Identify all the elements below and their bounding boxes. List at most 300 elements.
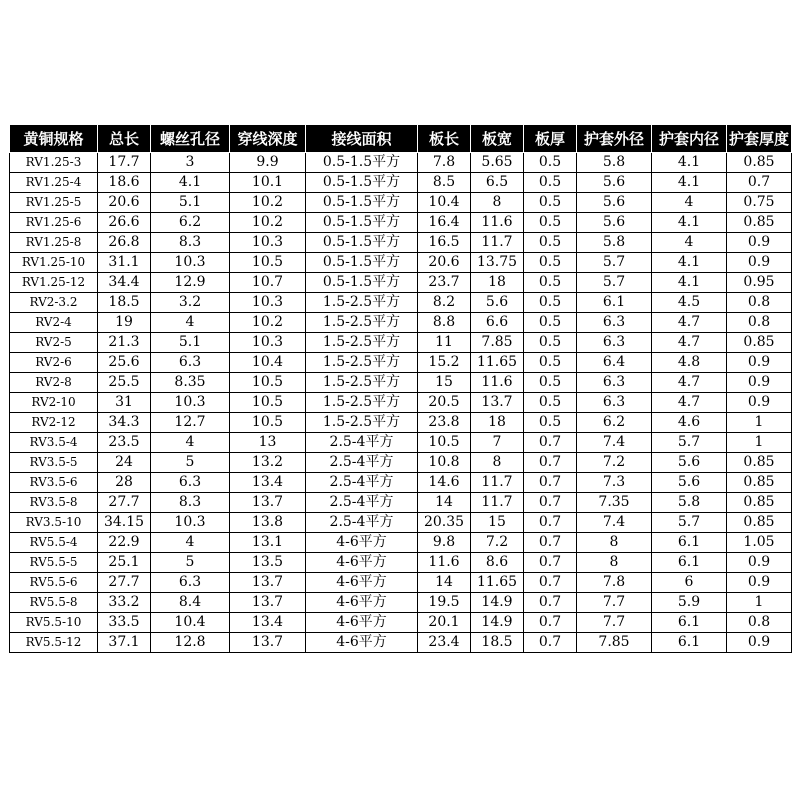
- cell-sleeve-thickness: 0.85: [727, 513, 792, 533]
- cell-plate-width: 7.85: [471, 333, 524, 353]
- cell-sleeve-thickness: 0.8: [727, 293, 792, 313]
- cell-plate-thickness: 0.5: [524, 313, 577, 333]
- cell-total-length: 23.5: [98, 433, 151, 453]
- cell-spec: RV1.25-12: [10, 273, 98, 293]
- cell-screw-hole-diameter: 4.1: [151, 173, 230, 193]
- column-header-plate-thickness: 板厚: [524, 125, 577, 153]
- cell-plate-length: 8.8: [418, 313, 471, 333]
- cell-spec: RV3.5-8: [10, 493, 98, 513]
- cell-spec: RV2-4: [10, 313, 98, 333]
- cell-plate-length: 10.4: [418, 193, 471, 213]
- cell-screw-hole-diameter: 12.9: [151, 273, 230, 293]
- table-row: [10, 473, 792, 493]
- cell-sleeve-thickness: 0.85: [727, 333, 792, 353]
- table-row: [10, 633, 792, 653]
- column-header-spec: 黄铜规格: [10, 125, 98, 153]
- cell-sleeve-thickness: 0.9: [727, 253, 792, 273]
- cell-sleeve-outer-diameter: 7.7: [577, 593, 652, 613]
- cell-total-length: 26.8: [98, 233, 151, 253]
- cell-plate-thickness: 0.7: [524, 573, 577, 593]
- table-row: [10, 553, 792, 573]
- cell-sleeve-inner-diameter: 5.6: [652, 453, 727, 473]
- cell-sleeve-outer-diameter: 7.4: [577, 433, 652, 453]
- cell-wire-insertion-depth: 13.7: [230, 573, 306, 593]
- cell-wire-area: 4-6平方: [306, 553, 418, 573]
- cell-sleeve-outer-diameter: 7.35: [577, 493, 652, 513]
- column-header-total-length: 总长: [98, 125, 151, 153]
- cell-wire-insertion-depth: 10.3: [230, 293, 306, 313]
- column-header-sleeve-thickness: 护套厚度: [727, 125, 792, 153]
- cell-sleeve-outer-diameter: 7.85: [577, 633, 652, 653]
- cell-sleeve-inner-diameter: 5.7: [652, 513, 727, 533]
- cell-spec: RV5.5-12: [10, 633, 98, 653]
- cell-screw-hole-diameter: 8.35: [151, 373, 230, 393]
- cell-wire-insertion-depth: 10.5: [230, 413, 306, 433]
- cell-wire-insertion-depth: 10.5: [230, 373, 306, 393]
- table-row: [10, 233, 792, 253]
- cell-screw-hole-diameter: 10.3: [151, 393, 230, 413]
- cell-plate-width: 11.65: [471, 353, 524, 373]
- cell-sleeve-inner-diameter: 6.1: [652, 553, 727, 573]
- table-row: [10, 353, 792, 373]
- cell-total-length: 21.3: [98, 333, 151, 353]
- cell-sleeve-inner-diameter: 4.1: [652, 273, 727, 293]
- column-header-plate-width: 板宽: [471, 125, 524, 153]
- cell-spec: RV5.5-8: [10, 593, 98, 613]
- table-row: [10, 173, 792, 193]
- cell-wire-insertion-depth: 10.2: [230, 193, 306, 213]
- cell-sleeve-thickness: 1: [727, 433, 792, 453]
- cell-spec: RV1.25-8: [10, 233, 98, 253]
- cell-wire-insertion-depth: 13: [230, 433, 306, 453]
- cell-plate-width: 8.6: [471, 553, 524, 573]
- cell-sleeve-thickness: 1.05: [727, 533, 792, 553]
- cell-plate-width: 8: [471, 453, 524, 473]
- cell-plate-thickness: 0.7: [524, 473, 577, 493]
- cell-plate-width: 7.2: [471, 533, 524, 553]
- cell-sleeve-inner-diameter: 4.8: [652, 353, 727, 373]
- cell-wire-area: 1.5-2.5平方: [306, 313, 418, 333]
- cell-spec: RV3.5-6: [10, 473, 98, 493]
- cell-plate-width: 11.65: [471, 573, 524, 593]
- cell-wire-area: 2.5-4平方: [306, 473, 418, 493]
- cell-sleeve-inner-diameter: 4.7: [652, 333, 727, 353]
- cell-sleeve-outer-diameter: 5.6: [577, 193, 652, 213]
- cell-plate-width: 18.5: [471, 633, 524, 653]
- cell-spec: RV1.25-10: [10, 253, 98, 273]
- cell-wire-insertion-depth: 10.5: [230, 393, 306, 413]
- table-row: [10, 453, 792, 473]
- cell-total-length: 22.9: [98, 533, 151, 553]
- cell-plate-length: 19.5: [418, 593, 471, 613]
- cell-sleeve-outer-diameter: 5.8: [577, 233, 652, 253]
- cell-plate-length: 11: [418, 333, 471, 353]
- cell-sleeve-outer-diameter: 5.7: [577, 273, 652, 293]
- cell-spec: RV1.25-5: [10, 193, 98, 213]
- cell-spec: RV3.5-4: [10, 433, 98, 453]
- cell-sleeve-inner-diameter: 6.1: [652, 533, 727, 553]
- cell-sleeve-outer-diameter: 5.7: [577, 253, 652, 273]
- cell-plate-length: 16.5: [418, 233, 471, 253]
- cell-plate-length: 20.35: [418, 513, 471, 533]
- cell-sleeve-thickness: 0.85: [727, 473, 792, 493]
- cell-sleeve-outer-diameter: 5.6: [577, 213, 652, 233]
- cell-screw-hole-diameter: 4: [151, 533, 230, 553]
- table-row: [10, 293, 792, 313]
- cell-plate-width: 11.7: [471, 493, 524, 513]
- cell-total-length: 28: [98, 473, 151, 493]
- cell-spec: RV2-8: [10, 373, 98, 393]
- cell-screw-hole-diameter: 5.1: [151, 193, 230, 213]
- cell-sleeve-outer-diameter: 7.4: [577, 513, 652, 533]
- cell-sleeve-outer-diameter: 8: [577, 553, 652, 573]
- cell-plate-width: 14.9: [471, 613, 524, 633]
- cell-plate-length: 10.8: [418, 453, 471, 473]
- table-row: [10, 373, 792, 393]
- cell-sleeve-outer-diameter: 7.3: [577, 473, 652, 493]
- cell-total-length: 34.3: [98, 413, 151, 433]
- cell-wire-area: 2.5-4平方: [306, 513, 418, 533]
- cell-sleeve-inner-diameter: 4.7: [652, 313, 727, 333]
- cell-plate-thickness: 0.7: [524, 613, 577, 633]
- cell-plate-width: 15: [471, 513, 524, 533]
- table-row: [10, 533, 792, 553]
- cell-plate-thickness: 0.5: [524, 153, 577, 173]
- cell-total-length: 18.5: [98, 293, 151, 313]
- cell-plate-length: 14: [418, 493, 471, 513]
- column-header-sleeve-outer-diameter: 护套外径: [577, 125, 652, 153]
- cell-wire-area: 1.5-2.5平方: [306, 333, 418, 353]
- cell-plate-thickness: 0.5: [524, 173, 577, 193]
- cell-screw-hole-diameter: 8.4: [151, 593, 230, 613]
- cell-wire-insertion-depth: 9.9: [230, 153, 306, 173]
- cell-sleeve-inner-diameter: 6: [652, 573, 727, 593]
- cell-plate-width: 6.6: [471, 313, 524, 333]
- cell-plate-thickness: 0.5: [524, 213, 577, 233]
- cell-sleeve-outer-diameter: 6.1: [577, 293, 652, 313]
- table-row: [10, 393, 792, 413]
- cell-screw-hole-diameter: 8.3: [151, 493, 230, 513]
- cell-total-length: 31.1: [98, 253, 151, 273]
- cell-spec: RV2-5: [10, 333, 98, 353]
- table-row: [10, 493, 792, 513]
- cell-plate-thickness: 0.5: [524, 373, 577, 393]
- cell-wire-insertion-depth: 10.3: [230, 333, 306, 353]
- cell-total-length: 33.2: [98, 593, 151, 613]
- cell-spec: RV2-3.2: [10, 293, 98, 313]
- cell-screw-hole-diameter: 4: [151, 313, 230, 333]
- cell-sleeve-thickness: 0.8: [727, 613, 792, 633]
- cell-total-length: 19: [98, 313, 151, 333]
- cell-sleeve-inner-diameter: 6.1: [652, 633, 727, 653]
- cell-sleeve-inner-diameter: 4.1: [652, 253, 727, 273]
- cell-wire-area: 0.5-1.5平方: [306, 253, 418, 273]
- cell-plate-thickness: 0.5: [524, 253, 577, 273]
- cell-sleeve-thickness: 0.9: [727, 393, 792, 413]
- cell-plate-thickness: 0.5: [524, 273, 577, 293]
- table-row: [10, 193, 792, 213]
- cell-wire-insertion-depth: 13.1: [230, 533, 306, 553]
- cell-wire-area: 0.5-1.5平方: [306, 233, 418, 253]
- cell-wire-insertion-depth: 13.5: [230, 553, 306, 573]
- cell-plate-length: 23.8: [418, 413, 471, 433]
- cell-total-length: 26.6: [98, 213, 151, 233]
- cell-sleeve-inner-diameter: 4.1: [652, 173, 727, 193]
- cell-wire-area: 0.5-1.5平方: [306, 273, 418, 293]
- table-row: [10, 253, 792, 273]
- cell-sleeve-inner-diameter: 4.7: [652, 393, 727, 413]
- cell-sleeve-thickness: 1: [727, 593, 792, 613]
- cell-plate-length: 23.4: [418, 633, 471, 653]
- cell-sleeve-inner-diameter: 5.6: [652, 473, 727, 493]
- cell-sleeve-thickness: 0.9: [727, 633, 792, 653]
- cell-plate-width: 11.6: [471, 213, 524, 233]
- cell-plate-thickness: 0.7: [524, 493, 577, 513]
- cell-plate-length: 20.1: [418, 613, 471, 633]
- table-row: [10, 153, 792, 173]
- cell-sleeve-thickness: 1: [727, 413, 792, 433]
- cell-spec: RV1.25-4: [10, 173, 98, 193]
- cell-wire-insertion-depth: 13.7: [230, 593, 306, 613]
- cell-spec: RV3.5-10: [10, 513, 98, 533]
- cell-sleeve-outer-diameter: 6.3: [577, 373, 652, 393]
- cell-plate-width: 8: [471, 193, 524, 213]
- cell-plate-length: 11.6: [418, 553, 471, 573]
- cell-spec: RV5.5-4: [10, 533, 98, 553]
- cell-screw-hole-diameter: 10.4: [151, 613, 230, 633]
- cell-plate-width: 13.75: [471, 253, 524, 273]
- cell-total-length: 37.1: [98, 633, 151, 653]
- cell-plate-thickness: 0.5: [524, 413, 577, 433]
- cell-wire-area: 2.5-4平方: [306, 433, 418, 453]
- cell-wire-area: 2.5-4平方: [306, 493, 418, 513]
- cell-plate-thickness: 0.7: [524, 533, 577, 553]
- cell-sleeve-inner-diameter: 5.7: [652, 433, 727, 453]
- cell-sleeve-thickness: 0.9: [727, 353, 792, 373]
- cell-plate-width: 6.5: [471, 173, 524, 193]
- cell-sleeve-thickness: 0.9: [727, 233, 792, 253]
- cell-spec: RV2-10: [10, 393, 98, 413]
- cell-sleeve-inner-diameter: 4.6: [652, 413, 727, 433]
- cell-plate-thickness: 0.5: [524, 393, 577, 413]
- cell-plate-length: 15.2: [418, 353, 471, 373]
- column-header-wire-insertion-depth: 穿线深度: [230, 125, 306, 153]
- table-row: [10, 593, 792, 613]
- cell-plate-length: 16.4: [418, 213, 471, 233]
- cell-sleeve-inner-diameter: 4.1: [652, 213, 727, 233]
- cell-sleeve-outer-diameter: 6.3: [577, 333, 652, 353]
- cell-plate-thickness: 0.5: [524, 333, 577, 353]
- cell-sleeve-thickness: 0.75: [727, 193, 792, 213]
- cell-plate-width: 11.6: [471, 373, 524, 393]
- cell-spec: RV1.25-3: [10, 153, 98, 173]
- cell-screw-hole-diameter: 5.1: [151, 333, 230, 353]
- cell-plate-thickness: 0.5: [524, 233, 577, 253]
- cell-wire-insertion-depth: 10.7: [230, 273, 306, 293]
- cell-wire-insertion-depth: 13.4: [230, 473, 306, 493]
- cell-sleeve-inner-diameter: 4.5: [652, 293, 727, 313]
- cell-wire-insertion-depth: 13.4: [230, 613, 306, 633]
- cell-plate-length: 10.5: [418, 433, 471, 453]
- cell-plate-thickness: 0.7: [524, 553, 577, 573]
- cell-sleeve-thickness: 0.85: [727, 453, 792, 473]
- cell-sleeve-thickness: 0.85: [727, 493, 792, 513]
- cell-screw-hole-diameter: 4: [151, 433, 230, 453]
- cell-total-length: 24: [98, 453, 151, 473]
- cell-screw-hole-diameter: 6.3: [151, 353, 230, 373]
- cell-plate-length: 14.6: [418, 473, 471, 493]
- cell-total-length: 25.6: [98, 353, 151, 373]
- cell-screw-hole-diameter: 5: [151, 453, 230, 473]
- cell-total-length: 25.1: [98, 553, 151, 573]
- cell-plate-length: 23.7: [418, 273, 471, 293]
- column-header-sleeve-inner-diameter: 护套内径: [652, 125, 727, 153]
- cell-sleeve-outer-diameter: 7.2: [577, 453, 652, 473]
- cell-sleeve-inner-diameter: 4: [652, 193, 727, 213]
- table-row: [10, 613, 792, 633]
- cell-sleeve-thickness: 0.8: [727, 313, 792, 333]
- cell-screw-hole-diameter: 8.3: [151, 233, 230, 253]
- cell-spec: RV2-6: [10, 353, 98, 373]
- cell-sleeve-inner-diameter: 4.1: [652, 153, 727, 173]
- cell-sleeve-inner-diameter: 5.8: [652, 493, 727, 513]
- cell-screw-hole-diameter: 6.2: [151, 213, 230, 233]
- cell-plate-length: 8.5: [418, 173, 471, 193]
- cell-wire-insertion-depth: 13.2: [230, 453, 306, 473]
- cell-plate-thickness: 0.5: [524, 353, 577, 373]
- cell-wire-area: 4-6平方: [306, 633, 418, 653]
- table-row: [10, 333, 792, 353]
- cell-spec: RV5.5-6: [10, 573, 98, 593]
- cell-total-length: 27.7: [98, 493, 151, 513]
- table-row: [10, 413, 792, 433]
- cell-wire-insertion-depth: 10.1: [230, 173, 306, 193]
- cell-wire-area: 4-6平方: [306, 593, 418, 613]
- cell-sleeve-outer-diameter: 6.4: [577, 353, 652, 373]
- cell-plate-thickness: 0.5: [524, 293, 577, 313]
- cell-wire-insertion-depth: 13.7: [230, 633, 306, 653]
- table-row: [10, 433, 792, 453]
- cell-plate-thickness: 0.7: [524, 633, 577, 653]
- cell-wire-insertion-depth: 10.3: [230, 233, 306, 253]
- cell-screw-hole-diameter: 12.7: [151, 413, 230, 433]
- cell-plate-width: 13.7: [471, 393, 524, 413]
- cell-wire-insertion-depth: 10.2: [230, 213, 306, 233]
- table-row: [10, 573, 792, 593]
- cell-spec: RV5.5-10: [10, 613, 98, 633]
- cell-sleeve-thickness: 0.9: [727, 373, 792, 393]
- cell-spec: RV1.25-6: [10, 213, 98, 233]
- cell-plate-length: 9.8: [418, 533, 471, 553]
- cell-screw-hole-diameter: 3.2: [151, 293, 230, 313]
- cell-screw-hole-diameter: 3: [151, 153, 230, 173]
- cell-spec: RV3.5-5: [10, 453, 98, 473]
- cell-wire-area: 1.5-2.5平方: [306, 353, 418, 373]
- cell-plate-width: 5.6: [471, 293, 524, 313]
- cell-sleeve-outer-diameter: 6.3: [577, 313, 652, 333]
- cell-total-length: 20.6: [98, 193, 151, 213]
- cell-sleeve-thickness: 0.85: [727, 213, 792, 233]
- table-body: [10, 153, 792, 653]
- table-row: [10, 273, 792, 293]
- cell-plate-width: 14.9: [471, 593, 524, 613]
- cell-sleeve-outer-diameter: 5.8: [577, 153, 652, 173]
- cell-plate-thickness: 0.7: [524, 593, 577, 613]
- terminal-spec-table: [9, 124, 792, 653]
- cell-wire-insertion-depth: 13.7: [230, 493, 306, 513]
- cell-wire-area: 2.5-4平方: [306, 453, 418, 473]
- cell-total-length: 17.7: [98, 153, 151, 173]
- cell-plate-thickness: 0.7: [524, 433, 577, 453]
- cell-sleeve-thickness: 0.7: [727, 173, 792, 193]
- cell-plate-thickness: 0.7: [524, 513, 577, 533]
- cell-wire-area: 4-6平方: [306, 613, 418, 633]
- cell-plate-width: 18: [471, 413, 524, 433]
- cell-wire-area: 0.5-1.5平方: [306, 213, 418, 233]
- cell-plate-length: 8.2: [418, 293, 471, 313]
- cell-sleeve-inner-diameter: 6.1: [652, 613, 727, 633]
- cell-wire-area: 1.5-2.5平方: [306, 413, 418, 433]
- cell-wire-area: 1.5-2.5平方: [306, 393, 418, 413]
- cell-total-length: 34.4: [98, 273, 151, 293]
- cell-plate-width: 11.7: [471, 233, 524, 253]
- cell-plate-width: 11.7: [471, 473, 524, 493]
- cell-plate-width: 7: [471, 433, 524, 453]
- cell-wire-area: 4-6平方: [306, 533, 418, 553]
- cell-plate-width: 5.65: [471, 153, 524, 173]
- cell-plate-length: 20.6: [418, 253, 471, 273]
- cell-sleeve-thickness: 0.95: [727, 273, 792, 293]
- cell-wire-area: 1.5-2.5平方: [306, 373, 418, 393]
- cell-plate-length: 20.5: [418, 393, 471, 413]
- cell-wire-area: 0.5-1.5平方: [306, 193, 418, 213]
- cell-screw-hole-diameter: 5: [151, 553, 230, 573]
- cell-sleeve-outer-diameter: 5.6: [577, 173, 652, 193]
- cell-sleeve-inner-diameter: 4.7: [652, 373, 727, 393]
- cell-sleeve-thickness: 0.9: [727, 553, 792, 573]
- column-header-screw-hole-diameter: 螺丝孔径: [151, 125, 230, 153]
- cell-sleeve-inner-diameter: 5.9: [652, 593, 727, 613]
- cell-total-length: 25.5: [98, 373, 151, 393]
- cell-total-length: 33.5: [98, 613, 151, 633]
- table-row: [10, 313, 792, 333]
- cell-wire-insertion-depth: 10.5: [230, 253, 306, 273]
- cell-sleeve-outer-diameter: 7.8: [577, 573, 652, 593]
- cell-screw-hole-diameter: 10.3: [151, 513, 230, 533]
- cell-sleeve-outer-diameter: 8: [577, 533, 652, 553]
- cell-wire-area: 0.5-1.5平方: [306, 153, 418, 173]
- cell-spec: RV5.5-5: [10, 553, 98, 573]
- cell-plate-length: 14: [418, 573, 471, 593]
- cell-sleeve-inner-diameter: 4: [652, 233, 727, 253]
- cell-total-length: 31: [98, 393, 151, 413]
- cell-sleeve-outer-diameter: 6.2: [577, 413, 652, 433]
- cell-sleeve-outer-diameter: 6.3: [577, 393, 652, 413]
- cell-wire-area: 4-6平方: [306, 573, 418, 593]
- table-header: [10, 125, 792, 153]
- cell-screw-hole-diameter: 6.3: [151, 473, 230, 493]
- cell-wire-area: 0.5-1.5平方: [306, 173, 418, 193]
- cell-plate-length: 15: [418, 373, 471, 393]
- header-row: [10, 125, 792, 153]
- cell-spec: RV2-12: [10, 413, 98, 433]
- cell-screw-hole-diameter: 10.3: [151, 253, 230, 273]
- cell-total-length: 27.7: [98, 573, 151, 593]
- cell-screw-hole-diameter: 12.8: [151, 633, 230, 653]
- cell-wire-insertion-depth: 13.8: [230, 513, 306, 533]
- column-header-plate-length: 板长: [418, 125, 471, 153]
- cell-total-length: 34.15: [98, 513, 151, 533]
